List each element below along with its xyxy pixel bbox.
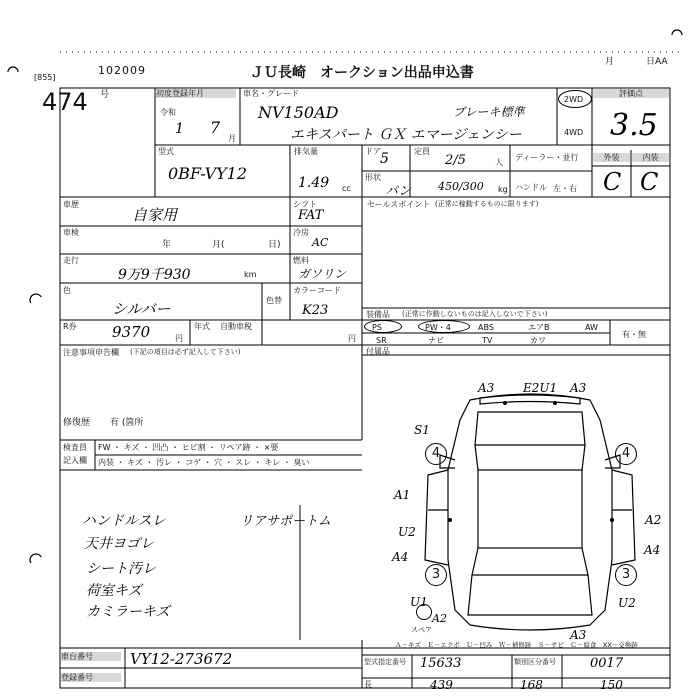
handle-value: 左・右 (553, 184, 577, 193)
color-change-label: 色替 (266, 296, 282, 305)
type-designation-value: 15633 (420, 656, 462, 671)
spare-label: スペア (411, 626, 432, 634)
equip-leather: カワ (530, 336, 546, 345)
mark-left-a4: A4 (392, 550, 409, 564)
cooler-value: AC (312, 236, 329, 249)
remark-right: リアサポートム (240, 514, 332, 529)
checks-row-2: 内装 ・ キズ ・ 汚レ ・ コゲ ・ 穴 ・ スレ ・ キレ ・ 臭い (98, 458, 310, 467)
length-value: 439 (430, 678, 453, 692)
shape-value: バン (385, 184, 412, 199)
mark-top-e2u1: E2U1 (523, 381, 558, 395)
car-tax-label: 自動車税 (220, 322, 252, 331)
car-tax-unit: 円 (348, 334, 356, 343)
mileage-unit: km (244, 270, 257, 279)
equip-airbag: エアB (528, 323, 550, 332)
interior-label: 内装 (632, 153, 669, 162)
mark-top-a3-right: A3 (570, 381, 587, 395)
color-code-label: カラーコード (293, 286, 341, 295)
mark-left-a1: A1 (394, 488, 411, 502)
wheel-rear-left: 3 (425, 564, 447, 586)
exterior-grade: C (603, 168, 622, 196)
model-type-value: 0BF-VY12 (168, 164, 248, 183)
fuel-label: 燃料 (293, 256, 309, 265)
notices-label: 注意事項申告欄 (63, 348, 119, 357)
mark-right-a4: A4 (644, 543, 661, 557)
color-code-value: K23 (302, 303, 329, 318)
shift-value: FAT (298, 208, 324, 223)
dealer-label: ディーラー・並行 (515, 153, 579, 162)
repair-value: 有 (箇所 (110, 418, 144, 428)
recycle-unit: 円 (175, 334, 183, 343)
chassis-label: 車台番号 (61, 652, 121, 661)
equip-navi: ナビ (428, 336, 444, 345)
mark-bottom-a2: A2 (432, 612, 447, 625)
score-value: 3.5 (610, 108, 658, 143)
sales-point-note: (正常に稼動するものに限ります) (435, 200, 539, 208)
lot-number: 474 (42, 88, 88, 116)
lot-go-label: 号 (100, 90, 110, 100)
displacement-unit: cc (342, 184, 351, 193)
mark-top-a3-left: A3 (478, 381, 495, 395)
checks-row-1: FW ・ キズ ・ 凹凸 ・ ヒビ割 ・ リペア跡 ・ ×要 (98, 443, 279, 452)
mark-s1: S1 (414, 423, 430, 437)
fuel-value: ガソリン (298, 267, 347, 281)
form-code: [855] (34, 73, 56, 82)
remark-4: 荷室キズ (86, 583, 142, 599)
4wd-label: 4WD (564, 128, 584, 137)
equip-aw-value: 有・無 (622, 330, 646, 339)
month-unit: 月 (228, 134, 236, 143)
checks-label-2: 記入欄 (63, 456, 87, 465)
width-value: 168 (520, 678, 543, 692)
doors-label: ドア (365, 147, 381, 156)
dimension-label: 長 (364, 680, 372, 689)
wheel-front-right: 4 (615, 443, 637, 465)
mark-right-a2: A2 (645, 513, 662, 527)
classification-label: 類別区分番号 (514, 658, 556, 666)
load-value: 450/300 (438, 180, 484, 193)
score-label: 評価点 (593, 89, 669, 98)
registration-year: 1 (175, 121, 184, 137)
registration-number-label: 登録番号 (61, 673, 121, 682)
wheel-front-left: 4 (425, 443, 447, 465)
inspection-month: 月( (212, 240, 225, 250)
capacity-unit: 人 (495, 158, 503, 167)
equip-sr: SR (376, 336, 387, 345)
remark-2: 天井ヨゴレ (84, 536, 154, 552)
equip-abs: ABS (478, 323, 494, 332)
registration-month: 7 (210, 118, 221, 137)
equipment-note: (正常に作動しないものは記入しないで下さい) (402, 310, 548, 318)
chassis-value: VY12-273672 (130, 650, 233, 668)
2wd-label: 2WD (564, 95, 584, 104)
model-label: 車名・グレード (243, 89, 299, 98)
inspection-label: 車検 (63, 228, 79, 237)
doors-value: 5 (380, 151, 389, 167)
shift-label: シフト (293, 200, 317, 209)
mileage-label: 走行 (63, 256, 79, 265)
inspection-year: 年 (162, 240, 172, 250)
remark-3: シート汚レ (86, 561, 156, 577)
capacity-label: 定員 (414, 147, 430, 156)
equip-ps: PS (372, 323, 382, 332)
interior-grade: C (640, 168, 659, 196)
repair-label: 修復歴 (63, 418, 91, 428)
recycle-label: R券 (63, 322, 77, 331)
mileage-value: 9万9千930 (118, 267, 191, 283)
cooler-label: 冷房 (293, 228, 309, 237)
era-value: 令和 (160, 108, 176, 117)
mark-bottom-a3: A3 (570, 628, 587, 642)
height-value: 150 (600, 678, 623, 692)
model-name: NV150AD (258, 103, 339, 122)
year-model-label: 年式 (194, 322, 210, 331)
damage-legend: Ａ－キズ Ｅ－エクボ Ｕ－凹み Ｗ－補修跡 Ｓ－サビ Ｃ－腐食 XX－交換跡 (395, 641, 638, 649)
equip-pw: PW・4 (425, 323, 451, 332)
model-type-label: 型式 (158, 147, 174, 156)
month-label: 月 (605, 57, 615, 67)
brake-note: ブレーキ標準 (453, 105, 525, 119)
load-unit: kg (498, 185, 508, 194)
history-value: 自家用 (132, 206, 178, 224)
recycle-value: 9370 (112, 323, 151, 341)
form-title: ＪＵ長崎 オークション出品申込書 (250, 65, 474, 81)
color-label: 色 (63, 286, 71, 295)
mark-bottom-u1: U1 (410, 595, 428, 609)
inspection-day: 日) (268, 240, 281, 250)
equipment-label: 装備品 (366, 310, 390, 319)
serial-number: 102009 (98, 64, 146, 77)
displacement-label: 排気量 (294, 147, 318, 156)
day-label: 日AA (646, 57, 668, 67)
equip-aw: AW (585, 323, 598, 332)
grade-value: エキスパート ＧＸ エマージェンシー (290, 127, 522, 143)
notices-note: (下記の項目は必ず記入して下さい) (130, 348, 241, 356)
type-designation-label: 型式指定番号 (364, 658, 406, 666)
color-value: シルバー (112, 300, 171, 318)
remark-1: ハンドルスレ (82, 513, 166, 529)
capacity-value: 2/5 (445, 153, 466, 168)
classification-value: 0017 (590, 656, 624, 671)
wheel-rear-right: 3 (615, 564, 637, 586)
remark-5: カミラーキズ (86, 604, 170, 620)
first-registration-label: 初度登録年月 (156, 89, 236, 98)
displacement-value: 1.49 (298, 175, 330, 191)
shape-label: 形状 (365, 173, 381, 182)
accessories-label: 付属品 (366, 347, 390, 356)
mark-left-u2: U2 (398, 525, 416, 539)
handle-label: ハンドル (515, 183, 547, 192)
history-label: 車歴 (63, 200, 79, 209)
equip-tv: TV (482, 336, 493, 345)
checks-label-1: 検査員 (63, 443, 87, 452)
sales-point-label: セールスポイント (367, 200, 431, 209)
mark-bottom-u2: U2 (618, 596, 636, 610)
exterior-label: 外装 (593, 153, 630, 162)
